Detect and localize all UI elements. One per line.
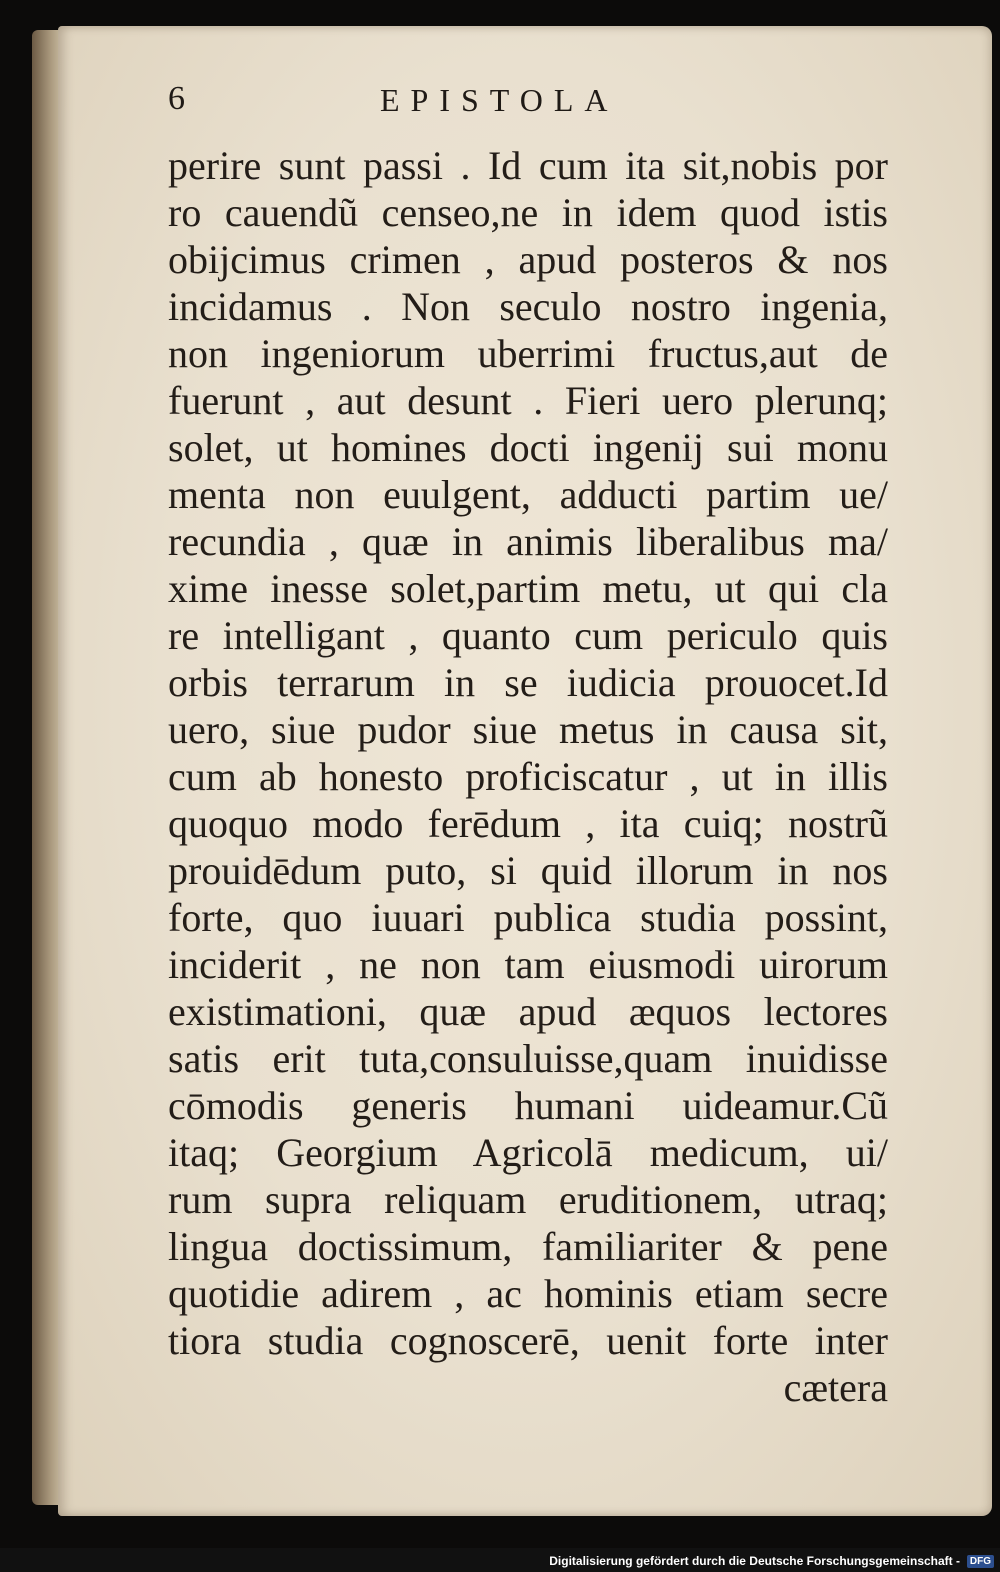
text-line: lingua doctissimum, familiariter & pene bbox=[168, 1224, 888, 1269]
text-line: menta non euulgent, adducti partim ue/ bbox=[168, 472, 888, 517]
text-line: quoquo modo ferēdum , ita cuiq; nostrũ bbox=[168, 801, 888, 846]
catchword: cætera bbox=[783, 1365, 888, 1410]
body-text bbox=[168, 142, 888, 1411]
text-line: existimationi, quæ apud æquos lectores bbox=[168, 989, 888, 1034]
text-line: tiora studia cognoscerē, uenit forte inter bbox=[168, 1318, 888, 1363]
footer-band bbox=[0, 1548, 1000, 1572]
text-line: uero, siue pudor siue metus in causa sit, bbox=[168, 707, 888, 752]
text-line: inciderit , ne non tam eiusmodi uirorum bbox=[168, 942, 888, 987]
text-line: orbis terrarum in se iudicia prouocet.Id bbox=[168, 660, 888, 705]
text-line: recundia , quæ in animis liberalibus ma/ bbox=[168, 519, 888, 564]
text-line: non ingeniorum uberrimi fructus,aut de bbox=[168, 331, 888, 376]
text-line: satis erit tuta,consuluisse,quam inuidisse bbox=[168, 1036, 888, 1081]
text-line: fuerunt , aut desunt . Fieri uero plerunq; bbox=[168, 378, 888, 423]
running-head bbox=[168, 80, 868, 124]
text-line: incidamus . Non seculo nostro ingenia, bbox=[168, 284, 888, 329]
text-line: quotidie adirem , ac hominis etiam secre bbox=[168, 1271, 888, 1316]
text-line: xime inesse solet,partim metu, ut qui cla bbox=[168, 566, 888, 611]
dfg-logo: DFG bbox=[967, 1555, 994, 1568]
text-line: cōmodis generis humani uideamur.Cũ bbox=[168, 1083, 888, 1128]
text-line: ro cauendũ censeo,ne in idem quod istis bbox=[168, 190, 888, 235]
text-line: perire sunt passi . Id cum ita sit,nobis por bbox=[168, 143, 888, 188]
text-line: prouidēdum puto, si quid illorum in nos bbox=[168, 848, 888, 893]
text-line: obijcimus crimen , apud posteros & nos bbox=[168, 237, 888, 282]
text-line: rum supra reliquam eruditionem, utraq; bbox=[168, 1177, 888, 1222]
page-number: 6 bbox=[168, 80, 185, 117]
text-line: forte, quo iuuari publica studia possint, bbox=[168, 895, 888, 940]
text-line: solet, ut homines docti ingenij sui monu bbox=[168, 425, 888, 470]
page-title: EPISTOLA bbox=[380, 82, 619, 118]
funding-credit: Digitalisierung gefördert durch die Deutsche Forschungsgemeinschaft - bbox=[549, 1554, 960, 1568]
text-line: re intelligant , quanto cum periculo quis bbox=[168, 613, 888, 658]
text-line: cum ab honesto proficiscatur , ut in illis bbox=[168, 754, 888, 799]
text-line: itaq; Georgium Agricolā medicum, ui/ bbox=[168, 1130, 888, 1175]
